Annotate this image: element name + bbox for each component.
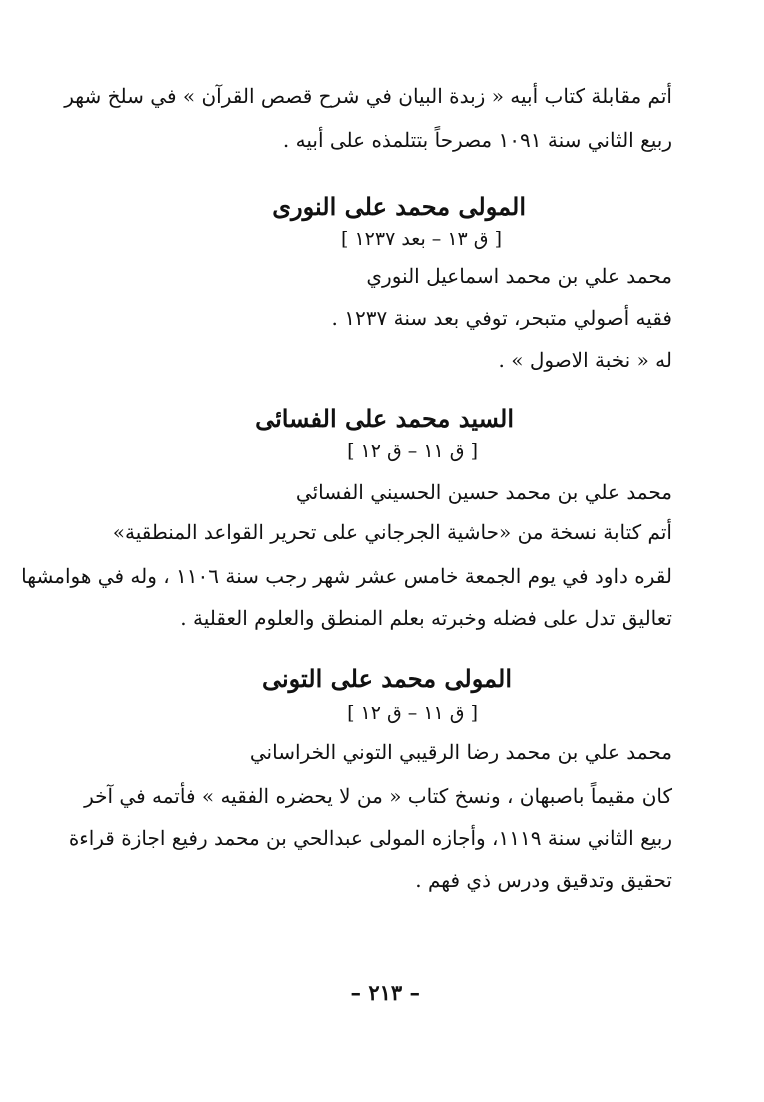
entry-title: المولى محمد على التونى [261, 664, 512, 693]
entry-line: كان مقيماً باصبهان ، ونسخ كتاب « من لا يحضره الفقيه » فأتمه في آخر [84, 784, 672, 808]
entry-line: محمد علي بن محمد رضا الرقيبي التوني الخراساني [249, 740, 672, 764]
entry-dates: [ ق ١١ – ق ١٢ ] [347, 440, 478, 462]
entry-line: تعاليق تدل على فضله وخبرته بعلم المنطق والعلوم العقلية . [180, 606, 672, 630]
entry-dates: [ ق ١٣ – بعد ١٢٣٧ ] [341, 228, 502, 250]
entry-line: محمد علي بن محمد اسماعيل النوري [366, 264, 672, 288]
entry-line: ربيع الثاني سنة ١١١٩، وأجازه المولى عبدالحي بن محمد رفيع اجازة قراءة [68, 826, 672, 850]
page-number: – ٢١٣ – [350, 980, 420, 1005]
entry-line: لقره داود في يوم الجمعة خامس عشر شهر رجب سنة ١١٠٦ ، وله في هوامشها [21, 564, 672, 588]
entry-title: المولى محمد على النورى [272, 192, 526, 221]
intro-line-1: أتم مقابلة كتاب أبيه « زبدة البيان في شرح قصص القرآن » في سلخ شهر [64, 84, 672, 108]
entry-line: محمد علي بن محمد حسين الحسيني الفسائي [295, 480, 672, 504]
intro-line-2: ربيع الثاني سنة ١٠٩١ مصرحاً بتتلمذه على أبيه . [282, 128, 672, 152]
entry-line: له « نخبة الاصول » . [498, 348, 672, 372]
entry-title: السيد محمد على الفسائى [255, 404, 514, 433]
entry-dates: [ ق ١١ – ق ١٢ ] [347, 702, 478, 724]
entry-line: تحقيق وتدقيق ودرس ذي فهم . [415, 868, 672, 892]
entry-line: أتم كتابة نسخة من «حاشية الجرجاني على تحرير القواعد المنطقية» [112, 520, 672, 544]
entry-line: فقيه أصولي متبحر، توفي بعد سنة ١٢٣٧ . [331, 306, 672, 330]
